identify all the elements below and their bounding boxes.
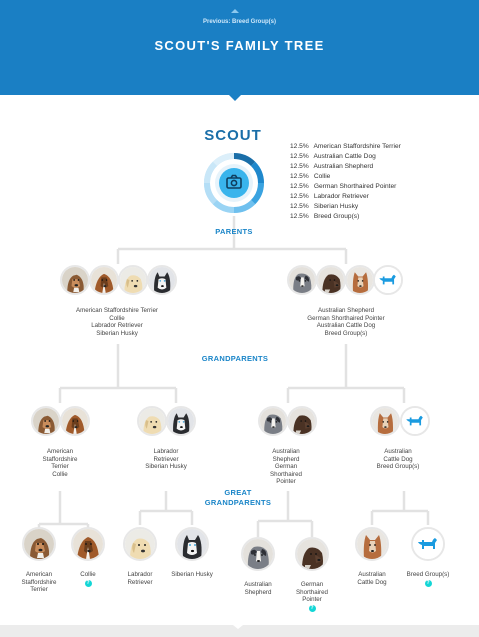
help-icon[interactable]: ? xyxy=(426,579,430,586)
breakdown-percent: 12.5% xyxy=(290,203,309,210)
breakdown-percent: 12.5% xyxy=(290,153,309,160)
donut-segment xyxy=(234,202,253,210)
section-label-grandparents: GRANDPARENTS xyxy=(201,354,269,363)
breakdown-breed[interactable]: Labrador Retriever xyxy=(313,193,369,200)
dog-avatar-labrador[interactable] xyxy=(118,265,148,295)
breakdown-breed[interactable]: American Staffordshire Terrier xyxy=(313,143,401,150)
breakdown-breed[interactable]: German Shorthaired Pointer xyxy=(313,183,397,190)
breed-line: Terrier xyxy=(30,586,48,594)
grandparent-label-1 xyxy=(20,448,100,478)
breed-line: Shepherd xyxy=(244,588,272,596)
breed-line: Australian xyxy=(384,448,412,455)
section-label-grandparents-2: GRANDPARENTS xyxy=(204,498,272,507)
breakdown-breed[interactable]: Australian Cattle Dog xyxy=(313,153,376,160)
breed-line: Cattle Dog xyxy=(357,578,387,586)
breakdown-row xyxy=(290,172,401,182)
dog-avatar-cattle-dog[interactable] xyxy=(370,406,400,436)
breed-line: German xyxy=(274,463,298,471)
grandparent-label-4 xyxy=(358,448,438,471)
dog-avatar-amstaff[interactable] xyxy=(60,265,90,295)
great-grandparent-label-7 xyxy=(342,571,402,586)
breed-line: Collie xyxy=(52,470,68,478)
breakdown-percent: 12.5% xyxy=(290,183,309,190)
dog-icon[interactable] xyxy=(400,406,430,436)
breakdown-row xyxy=(290,142,401,152)
dog-avatar-gsp[interactable] xyxy=(316,265,346,295)
great-grandparent-label-6 xyxy=(282,581,342,612)
breakdown-row xyxy=(290,202,401,212)
breakdown-breed[interactable]: Siberian Husky xyxy=(313,203,359,210)
breed-line: Shorthaired xyxy=(296,588,328,596)
parent-label-2 xyxy=(266,307,426,337)
help-icon[interactable]: ? xyxy=(86,579,90,586)
previous-link[interactable]: Previous: Breed Group(s) xyxy=(202,19,276,25)
breed-donut-chart xyxy=(203,152,265,214)
breed-line: Staffordshire xyxy=(42,455,78,463)
breed-line: Breed Group(s) xyxy=(324,329,368,337)
dog-avatar-husky[interactable] xyxy=(147,265,177,295)
breed-line: Australian Shepherd xyxy=(317,307,375,314)
dog-avatar-husky[interactable] xyxy=(166,406,196,436)
donut-segment xyxy=(207,164,215,183)
help-icon[interactable]: ? xyxy=(310,604,314,611)
breed-line: Staffordshire xyxy=(21,578,57,586)
grandparent-label-2 xyxy=(126,448,206,471)
breed-breakdown-list xyxy=(290,142,401,222)
section-label-great-grandparents xyxy=(198,488,278,508)
dog-avatar-labrador[interactable] xyxy=(137,406,167,436)
breakdown-percent: 12.5% xyxy=(290,193,309,200)
dog-avatar-collie[interactable] xyxy=(60,406,90,436)
dog-avatar-australian-shepherd[interactable] xyxy=(287,265,317,295)
breed-line: Australian xyxy=(272,448,300,455)
breakdown-percent: 12.5% xyxy=(290,163,309,170)
breed-line: German Shorthaired Pointer xyxy=(307,314,385,322)
dog-avatar-labrador[interactable] xyxy=(123,527,157,561)
breakdown-percent: 12.5% xyxy=(290,173,309,180)
breed-line: Pointer xyxy=(302,596,322,604)
page-title: SCOUT'S FAMILY TREE xyxy=(154,38,325,53)
breakdown-percent: 12.5% xyxy=(290,143,309,150)
donut-segment xyxy=(215,202,234,210)
donut-segment xyxy=(207,183,215,202)
breakdown-row xyxy=(290,192,401,202)
breakdown-row xyxy=(290,212,401,222)
great-grandparent-label-8 xyxy=(396,571,460,587)
grandparent-label-3 xyxy=(246,448,326,486)
breakdown-row xyxy=(290,152,401,162)
breakdown-row xyxy=(290,182,401,192)
dog-avatar-gsp[interactable] xyxy=(295,537,329,571)
parent-label-1 xyxy=(40,307,194,337)
dog-avatar-cattle-dog[interactable] xyxy=(345,265,375,295)
breakdown-breed[interactable]: Collie xyxy=(313,173,331,180)
section-label-great: GREAT xyxy=(224,488,252,497)
great-grandparent-label-2 xyxy=(58,571,118,587)
breed-line: Terrier xyxy=(51,463,69,471)
breed-line: Labrador Retriever xyxy=(91,322,143,330)
breed-line: Labrador xyxy=(127,571,153,578)
breed-line: Pointer xyxy=(276,478,296,486)
breed-line: Retriever xyxy=(127,578,153,586)
breed-line: Collie xyxy=(109,314,125,322)
great-grandparent-label-5 xyxy=(228,581,288,596)
breed-line: Breed Group(s) xyxy=(406,571,450,578)
breed-line: Labrador xyxy=(153,448,179,455)
dog-name: SCOUT xyxy=(204,127,262,144)
great-grandparent-label-4 xyxy=(160,571,224,579)
breakdown-percent: 12.5% xyxy=(290,213,309,220)
dog-icon[interactable] xyxy=(411,527,445,561)
breed-line: Cattle Dog xyxy=(383,455,413,463)
dog-avatar-collie[interactable] xyxy=(89,265,119,295)
breed-line: Siberian Husky xyxy=(145,463,187,471)
breed-line: Shepherd xyxy=(272,455,300,463)
dog-avatar-husky[interactable] xyxy=(175,527,209,561)
breed-line: American Staffordshire Terrier xyxy=(76,307,158,314)
dog-icon[interactable] xyxy=(373,265,403,295)
breed-line: American xyxy=(25,571,53,578)
breed-line: Siberian Husky xyxy=(171,571,213,578)
donut-segment xyxy=(253,183,261,202)
donut-segment xyxy=(253,164,261,183)
breed-line: Australian xyxy=(358,571,386,578)
dog-avatar-cattle-dog[interactable] xyxy=(355,527,389,561)
dog-avatar-amstaff[interactable] xyxy=(31,406,61,436)
breed-line: Australian xyxy=(244,581,272,588)
breed-line: Australian Cattle Dog xyxy=(316,322,376,330)
breed-line: American xyxy=(46,448,74,455)
donut-segment xyxy=(215,156,234,164)
donut-segment xyxy=(234,156,253,164)
breed-line: Collie xyxy=(80,571,96,578)
dog-avatar-australian-shepherd[interactable] xyxy=(258,406,288,436)
dog-avatar-amstaff[interactable] xyxy=(22,527,56,561)
breed-line: Retriever xyxy=(153,455,179,463)
breakdown-breed[interactable]: Australian Shepherd xyxy=(313,163,374,170)
footer-notch xyxy=(233,625,243,629)
breed-line: Breed Group(s) xyxy=(376,463,420,471)
breakdown-row xyxy=(290,162,401,172)
dog-avatar-australian-shepherd[interactable] xyxy=(241,537,275,571)
breed-line: Shorthaired xyxy=(270,470,302,478)
breed-line: Siberian Husky xyxy=(96,329,138,337)
dog-avatar-collie[interactable] xyxy=(71,527,105,561)
dog-avatar-gsp[interactable] xyxy=(287,406,317,436)
breed-line: German xyxy=(300,581,324,588)
breakdown-breed[interactable]: Breed Group(s) xyxy=(313,213,360,220)
section-label-parents: PARENTS xyxy=(215,227,253,236)
